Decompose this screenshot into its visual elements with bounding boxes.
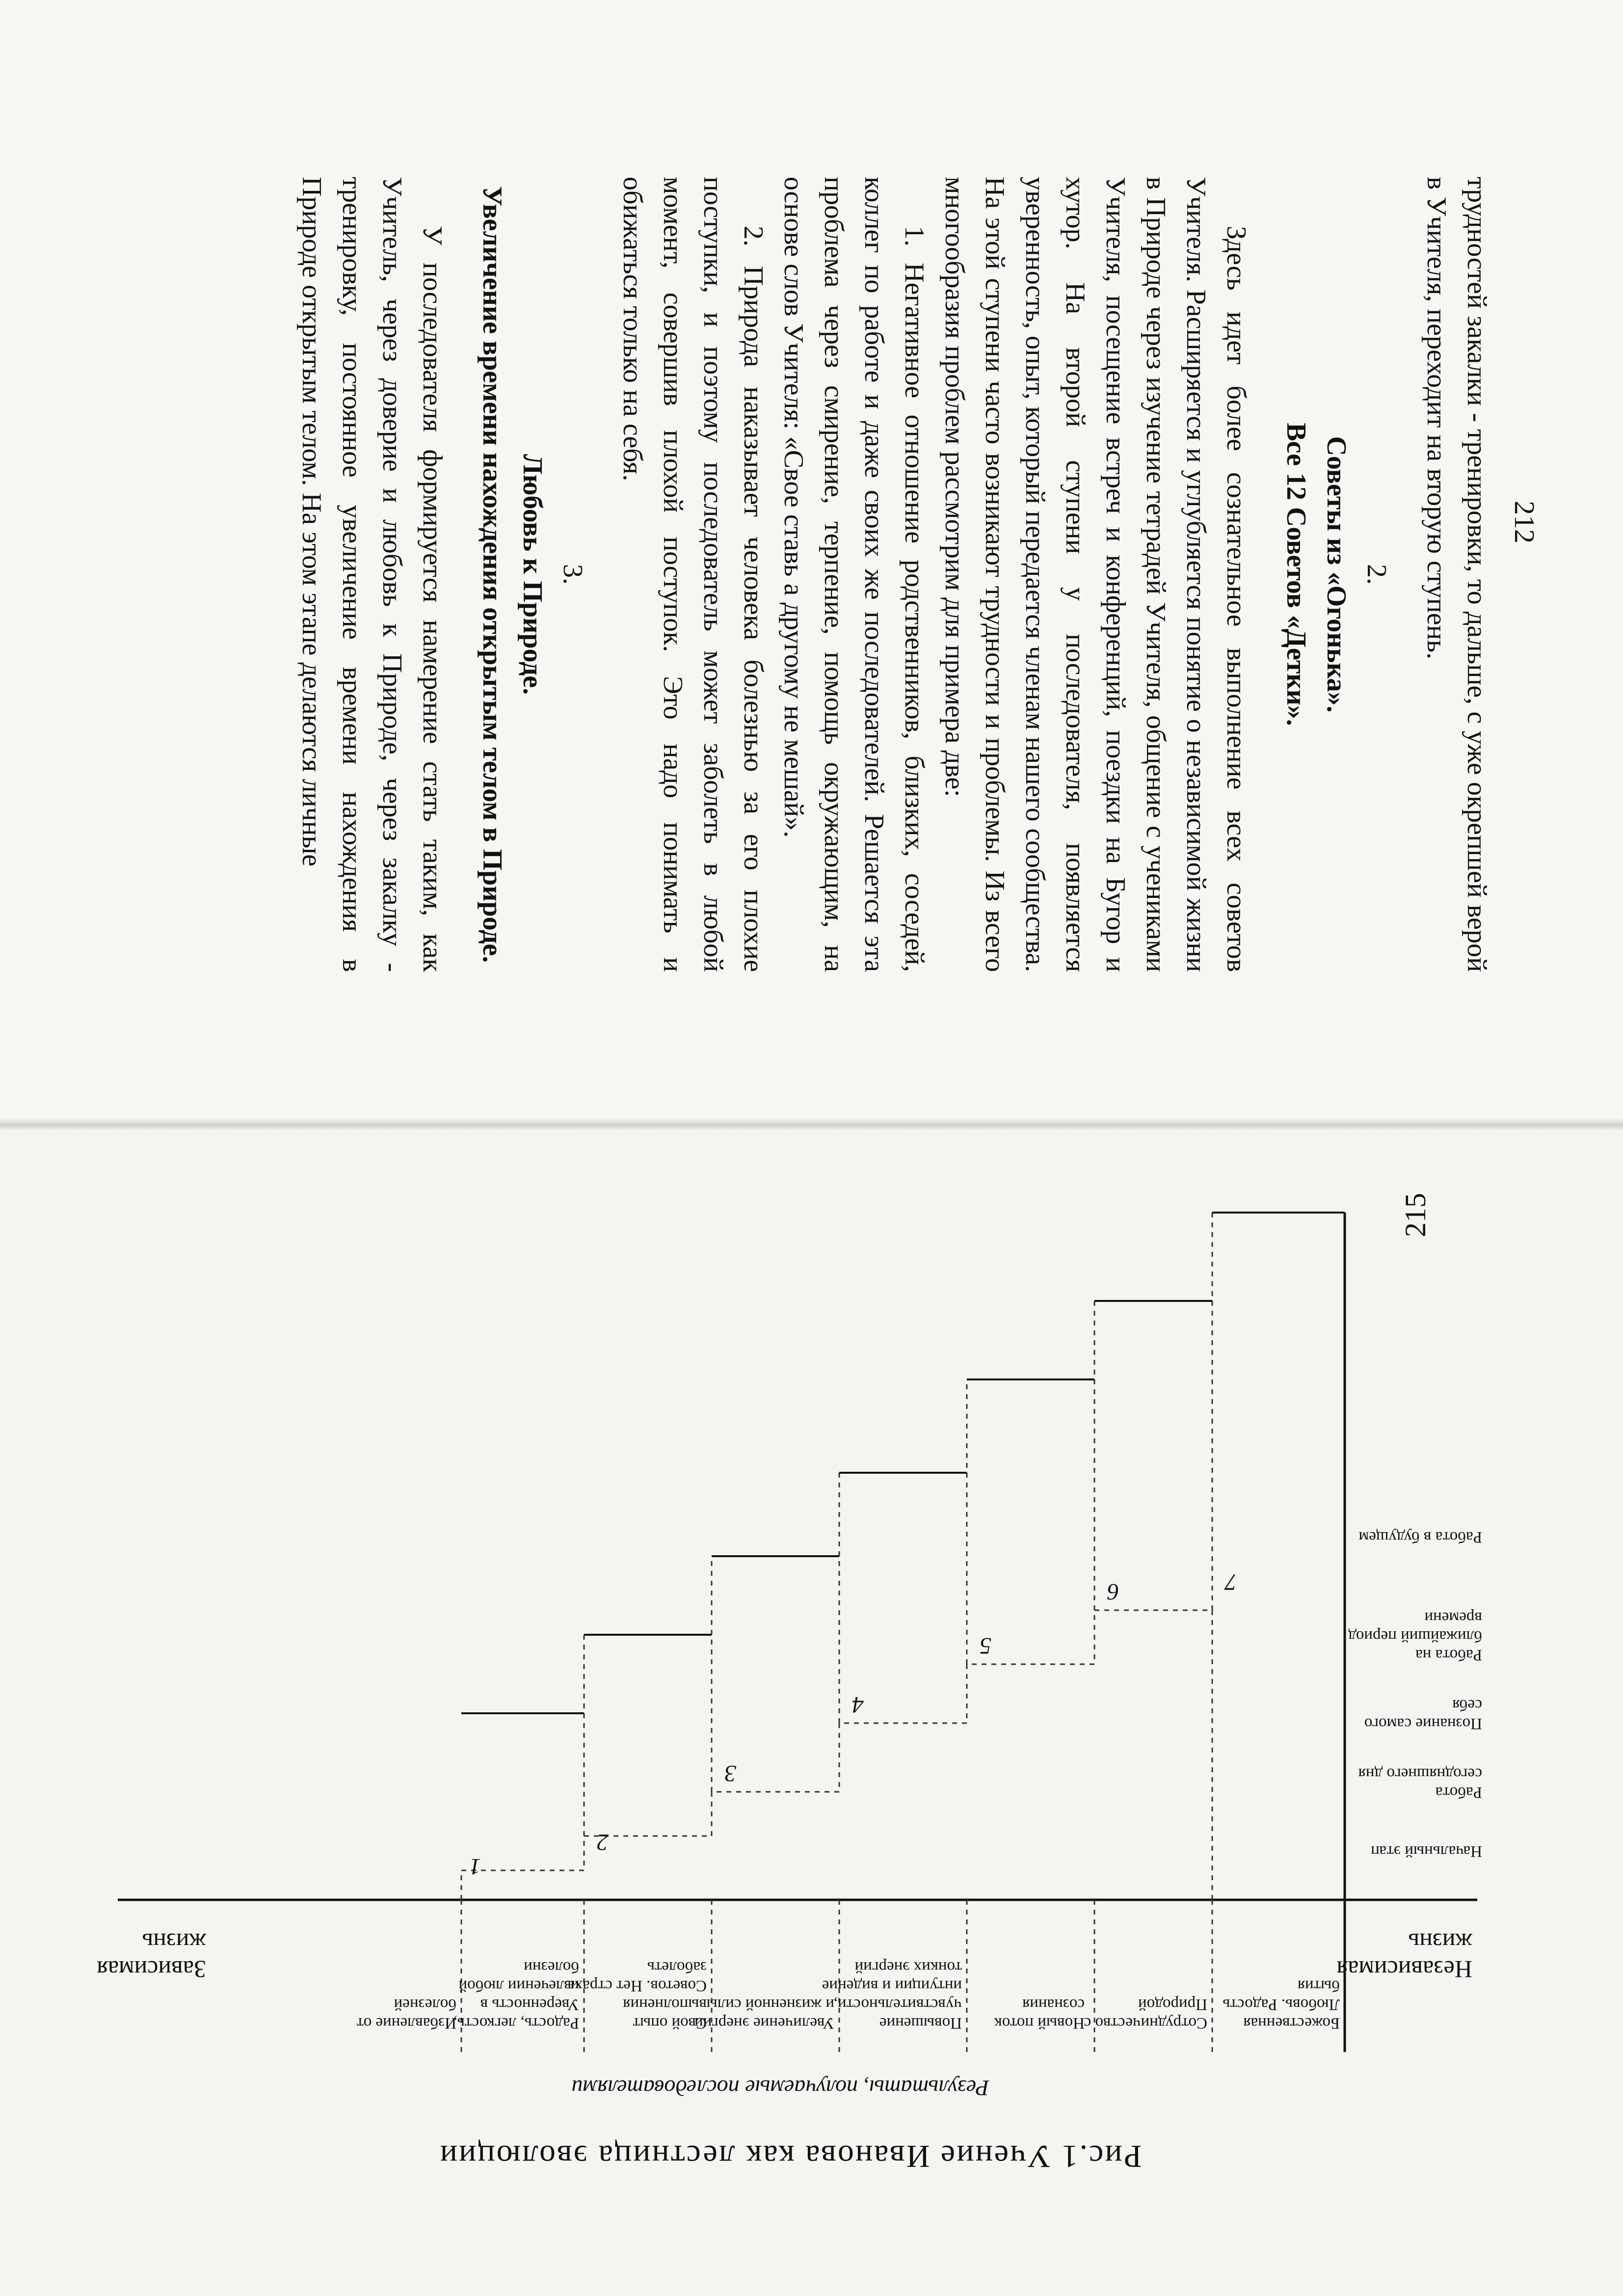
paragraph-problem-2: 2. Природа наказывает человека болезнью за его плохие поступки, и поэтому последователь может заболеть в любой момент, совершив плохой поступок. Это надо понимать и обижаться только на себя. bbox=[617, 177, 769, 972]
step-4: 4 bbox=[852, 1692, 864, 1718]
section-number-3: 3. bbox=[558, 564, 588, 585]
page-212-text bbox=[133, 177, 1497, 972]
figure-caption: Рис.1 Учение Иванова как лестница эволюции bbox=[438, 2138, 1142, 2174]
paragraph-second-stage: Здесь идет более сознательное выполнение всех советов Учителя. Расширяется и углубляется понятие о независимой жизни в Природе через изучение тетрадей Учителя, общение с учениками Учителя, посещение встреч и конференций, поездки на Бугор и хутор. На второй ступени у последователя, появляется уверенность, опыт, который передается членам нашего сообщества. На этой ступени часто возникают трудности и проблемы. Из всего многообразия проблем рассмотрим для примера две: bbox=[939, 177, 1251, 972]
result-7: Сотрудничество с Природой bbox=[1084, 1996, 1207, 2032]
paragraph-1: трудностей закалки - тренировки, то дальше, с уже окрепшей верой в Учителя, переходит на вторую ступень. bbox=[1421, 177, 1492, 972]
heading-ogonek: Советы из «Огонька». bbox=[1321, 436, 1352, 713]
step-5: 5 bbox=[980, 1633, 991, 1659]
heading-12-sovetov: Все 12 Советов «Детки». bbox=[1281, 423, 1311, 726]
section-number-2: 2. bbox=[1361, 564, 1392, 585]
page-number-215: 215 bbox=[1399, 1193, 1432, 1237]
result-6: Новый поток сознания bbox=[994, 1996, 1085, 2032]
stage-near-future: Работа на ближайший период времени bbox=[1348, 1609, 1482, 1664]
result-1: Избавление от болезней bbox=[356, 1996, 456, 2032]
result-3: Свой опыт выполнения Советов. Нет страха заболеть bbox=[567, 1958, 707, 2032]
result-5: Повышение чувствительности, интуиции и видение тонких энергий bbox=[822, 1958, 962, 2032]
stage-self: Познание самого себя bbox=[1364, 1696, 1482, 1732]
step-6: 6 bbox=[1107, 1579, 1119, 1605]
paragraph-third-stage: У последователя формируется намерение стать таким, как Учитель, через доверие и любовь к Природе, через закалку - тренировку, постоянное увеличение времени нахождения в Природе открытым телом. На этом этапе делаются личные bbox=[296, 177, 448, 972]
heading-love-nature: Любовь к Природе. bbox=[517, 454, 548, 695]
page-number-212: 212 bbox=[1509, 501, 1541, 543]
result-8: Божественная Любовь. Радость бытия bbox=[1223, 1977, 1340, 2032]
step-1: 1 bbox=[469, 1854, 481, 1880]
step-3: 3 bbox=[724, 1760, 736, 1786]
page-fold bbox=[0, 1118, 1623, 1130]
paragraph-problem-1: 1. Негативное отношение родственников, близких, соседей, коллег по работе и даже своих же последователей. Решается эта проблема через смирение, терпение, помощь окружающим, на основе слов Учителя: «Свое ставь а другому не мешай». bbox=[778, 177, 930, 972]
heading-open-body: Увеличение времени нахождения открытым телом в Природе. bbox=[477, 186, 507, 963]
stage-future: Работа в будущем bbox=[1358, 1528, 1482, 1546]
stage-start: Начальный этап bbox=[1371, 1842, 1482, 1860]
step-2: 2 bbox=[597, 1829, 609, 1855]
figure-ladder bbox=[88, 1193, 1492, 2175]
independent-life-label: Независимая жизнь bbox=[1336, 1928, 1472, 1983]
dependent-life-label: Зависимая жизнь bbox=[96, 1928, 206, 1983]
stage-today: Работа сегодняшнего дня bbox=[1358, 1765, 1482, 1801]
step-7: 7 bbox=[1225, 1569, 1237, 1595]
result-2: Радость, легкость, Уверенность в излечении любой болезни bbox=[453, 1958, 579, 2032]
results-label: Результаты, получаемые последователями bbox=[571, 2076, 989, 2101]
result-4: Увеличение энергии и жизненной силы bbox=[694, 1996, 834, 2032]
